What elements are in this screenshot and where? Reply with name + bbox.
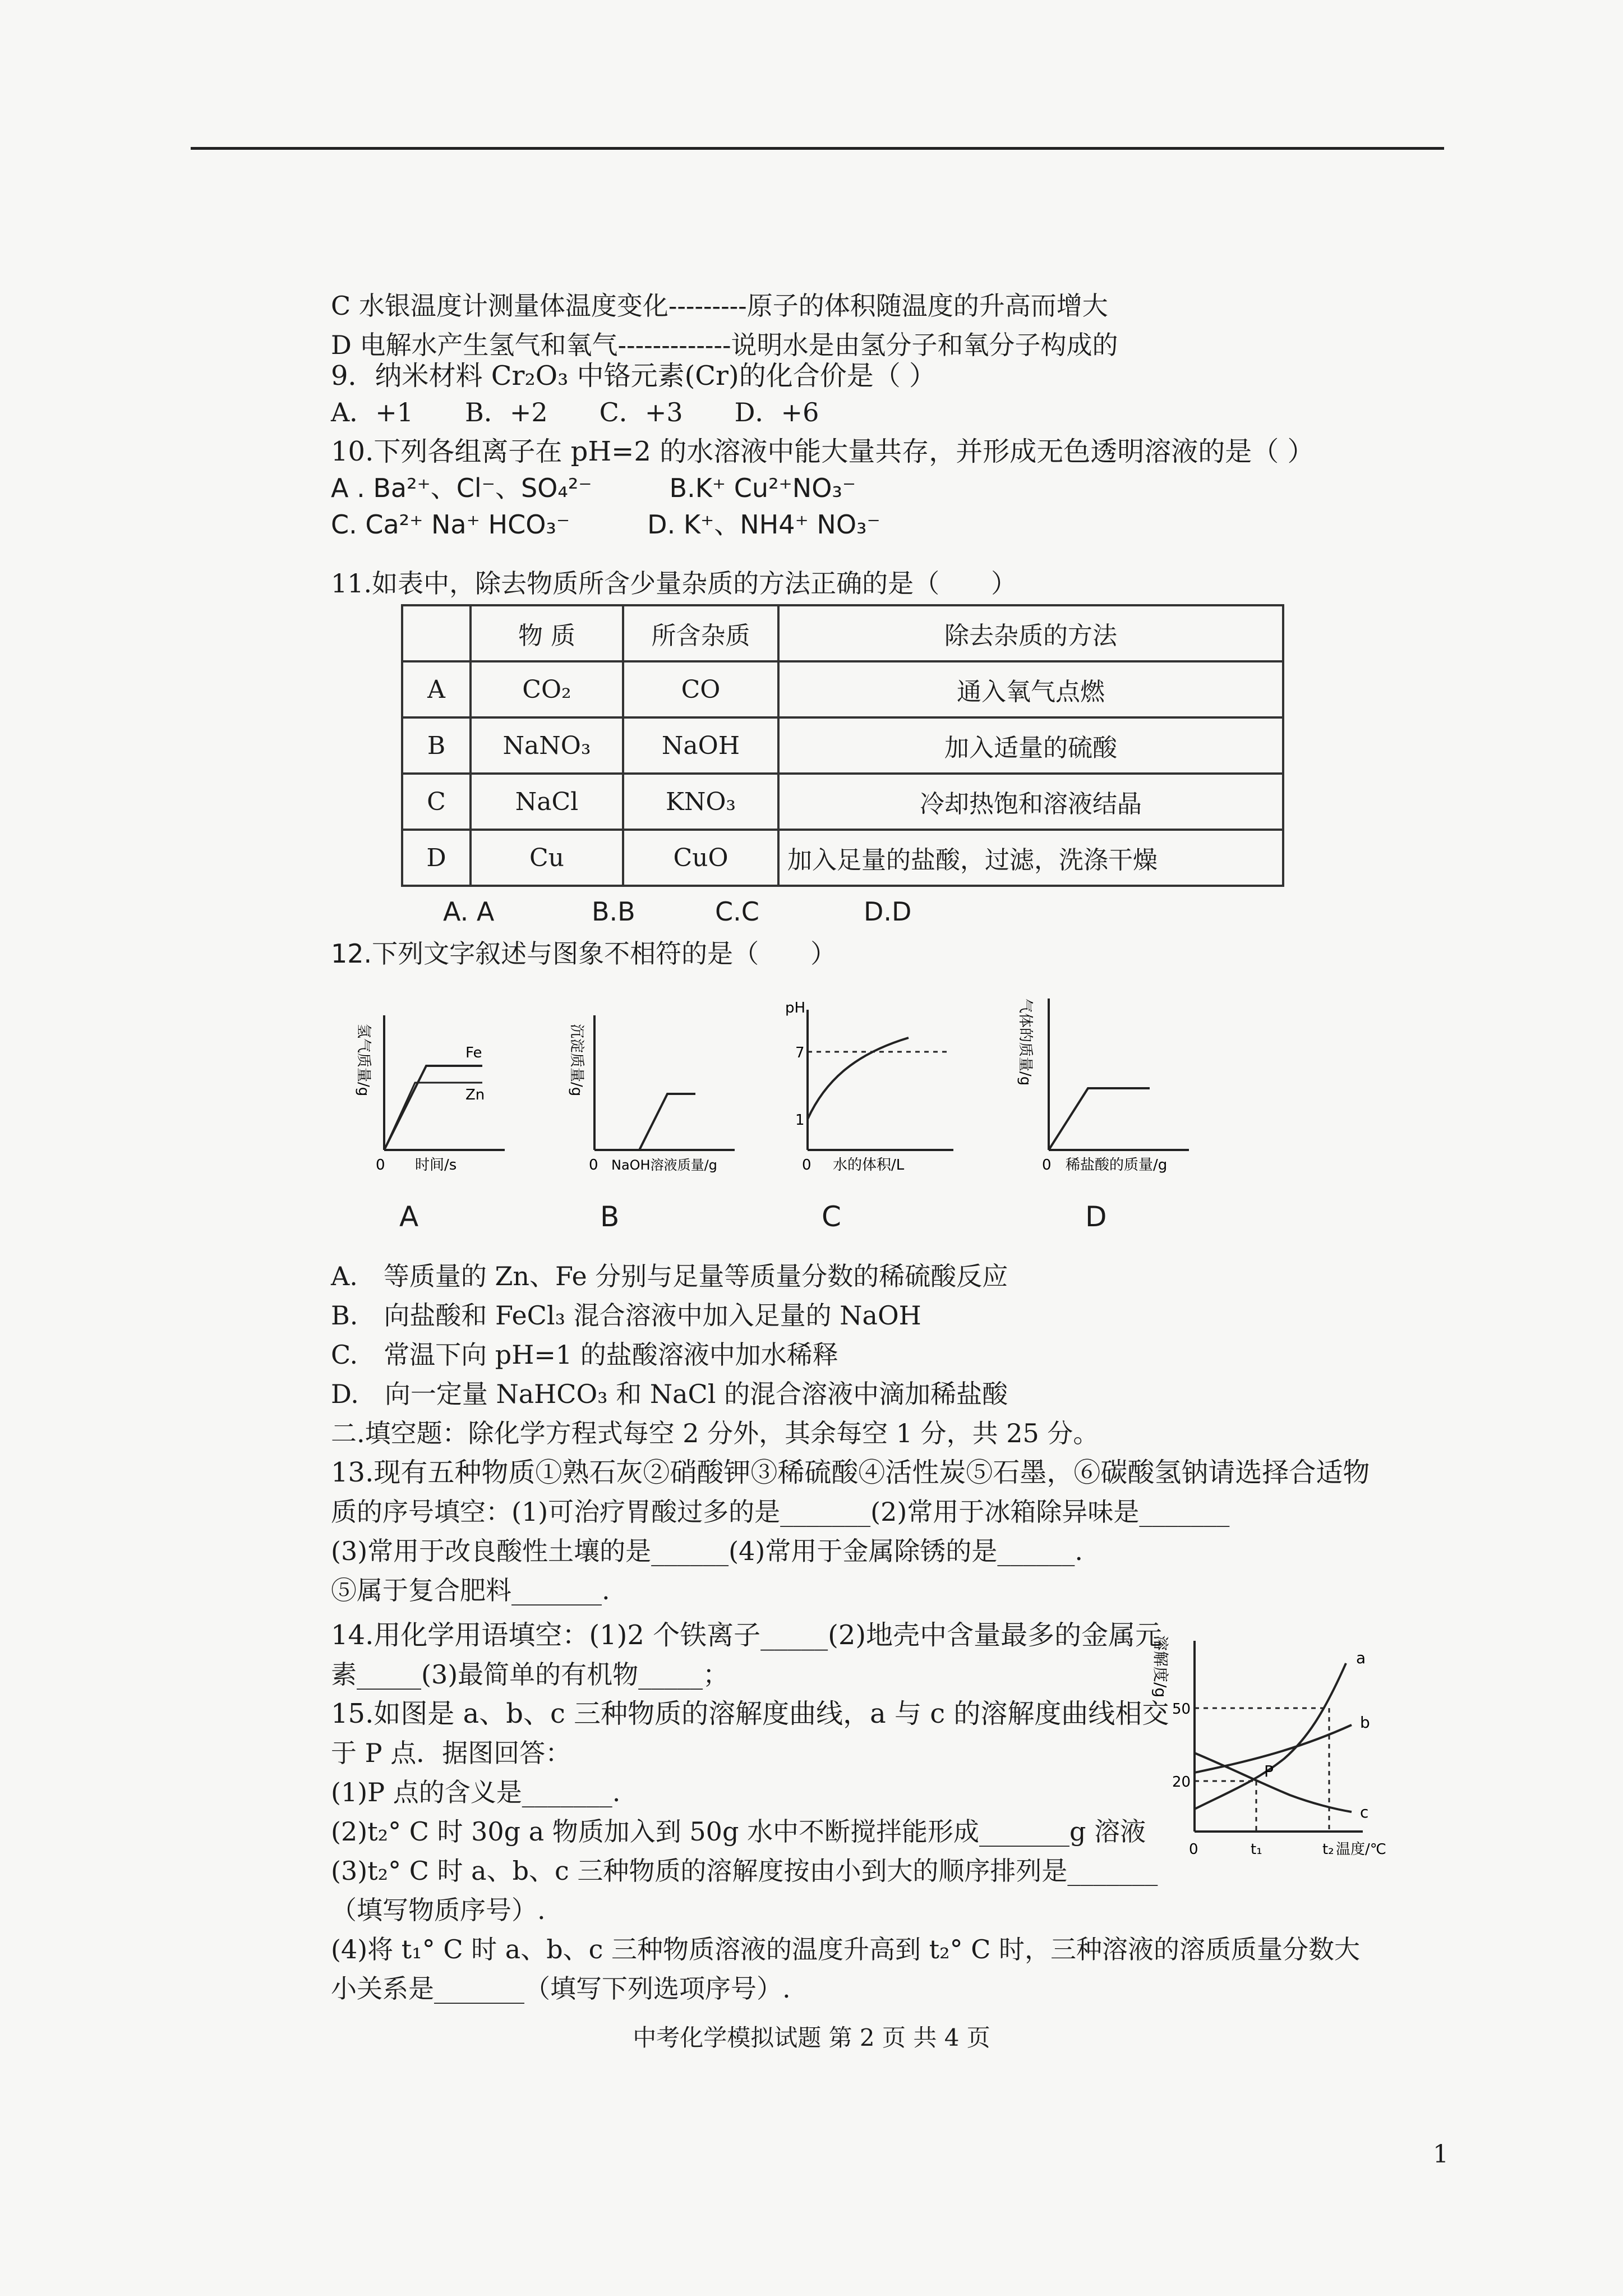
q11-option-b: B.B — [592, 896, 635, 927]
solubility-ylabel: 溶解度/g — [1151, 1635, 1170, 1698]
question-10-options-ab: A . Ba²⁺、Cl⁻、SO₄²⁻ B.K⁺ Cu²⁺NO₃⁻ — [331, 473, 856, 503]
page-footer: 中考化学模拟试题 第 2 页 共 4 页 — [633, 2024, 990, 2051]
graph-a-origin: 0 — [376, 1157, 385, 1174]
graph-d-letter: D — [1085, 1200, 1107, 1233]
question-15-line7: (4)将 t₁° C 时 a、b、c 三种物质溶液的温度升高到 t₂° C 时，三种溶液的溶质质量分数大 — [331, 1934, 1361, 1964]
table-cell — [402, 605, 471, 661]
table-cell: 加入适量的硫酸 — [778, 717, 1283, 774]
question-9-options: A．+1 B．+2 C．+3 D．+6 — [331, 397, 819, 427]
option-d-text: D 电解水产生氢气和氧气-------------说明水是由氢分子和氧分子构成的 — [331, 330, 1118, 360]
graph-c-ylabel: pH — [785, 1000, 806, 1016]
question-9: 9．纳米材料 Cr₂O₃ 中铬元素(Cr)的化合价是（ ） — [331, 360, 936, 392]
q12-statement-a: A. 等质量的 Zn、Fe 分别与足量等质量分数的稀硫酸反应 — [331, 1261, 1008, 1291]
table-header-row — [402, 605, 1283, 661]
question-14-line1: 14.用化学用语填空：(1)2 个铁离子_____(2)地壳中含量最多的金属元 — [331, 1619, 1163, 1651]
impurity-table — [401, 604, 1284, 887]
graph-b-curve — [594, 1094, 695, 1150]
graph-a-fe-label: Fe — [465, 1045, 482, 1061]
question-15-line4: (2)t₂° C 时 30g a 物质加入到 50g 水中不断搅拌能形成_______g 溶液 — [331, 1816, 1146, 1847]
graph-a-ylabel: 氢气质量/g — [355, 1024, 372, 1097]
table-cell: 所含杂质 — [623, 605, 778, 661]
option-c-text: C 水银温度计测量体温度变化---------原子的体积随温度的升高而增大 — [331, 291, 1108, 321]
table-cell: A — [402, 661, 471, 717]
q12-statement-c: C. 常温下向 pH=1 的盐酸溶液中加水稀释 — [331, 1340, 838, 1370]
solubility-graph — [1144, 1624, 1391, 1876]
solubility-xlabel: 温度/℃ — [1336, 1841, 1386, 1858]
table-row — [402, 830, 1283, 886]
table-cell: 物 质 — [471, 605, 623, 661]
q12-statement-b: B. 向盐酸和 FeCl₃ 混合溶液中加入足量的 NaOH — [331, 1300, 921, 1331]
question-11: 11.如表中，除去物质所含少量杂质的方法正确的是（ ） — [331, 568, 1017, 599]
graph-b-xlabel: NaOH溶液质量/g — [611, 1157, 717, 1173]
question-10: 10.下列各组离子在 pH=2 的水溶液中能大量共存，并形成无色透明溶液的是（ ） — [331, 436, 1315, 467]
question-14-line2: 素_____(3)最简单的有机物_____； — [331, 1659, 729, 1690]
table-cell: 除去杂质的方法 — [778, 605, 1283, 661]
q11-option-a: A. A — [443, 896, 495, 927]
solubility-tick-t2: t₂ — [1322, 1841, 1334, 1858]
solubility-label-b: b — [1360, 1713, 1370, 1732]
question-15-line5: (3)t₂° C 时 a、b、c 三种物质的溶解度按由小到大的顺序排列是_______ — [331, 1856, 1158, 1886]
question-15-line6: （填写物质序号）. — [331, 1895, 546, 1925]
table-cell: C — [402, 774, 471, 830]
solubility-tick-t1: t₁ — [1251, 1841, 1262, 1858]
table-cell: 冷却热饱和溶液结晶 — [778, 774, 1283, 830]
table-row — [402, 661, 1283, 717]
q11-option-c: C.C — [715, 896, 759, 927]
graph-d-origin: 0 — [1042, 1157, 1052, 1174]
graph-b-letter: B — [600, 1200, 620, 1233]
solubility-origin: 0 — [1189, 1841, 1198, 1858]
question-15-line1: 15.如图是 a、b、c 三种物质的溶解度曲线，a 与 c 的溶解度曲线相交 — [331, 1698, 1169, 1729]
graph-c — [780, 999, 965, 1178]
question-12: 12.下列文字叙述与图象不相符的是（ ） — [331, 938, 837, 969]
question-15-line2: 于 P 点．据图回答： — [331, 1738, 571, 1768]
table-cell: B — [402, 717, 471, 774]
table-cell: 加入足量的盐酸，过滤，洗涤干燥 — [778, 830, 1283, 886]
graph-c-tick-1: 1 — [795, 1112, 805, 1129]
table-cell: CO — [623, 661, 778, 717]
question-13-line2: 质的序号填空：(1)可治疗胃酸过多的是_______(2)常用于冰箱除异味是_______ — [331, 1497, 1230, 1527]
graph-a-letter: A — [399, 1200, 419, 1233]
page-number: 1 — [1433, 2140, 1449, 2169]
solubility-label-c: c — [1360, 1803, 1369, 1821]
q12-statement-d: D. 向一定量 NaHCO₃ 和 NaCl 的混合溶液中滴加稀盐酸 — [331, 1379, 1008, 1409]
graph-c-letter: C — [822, 1200, 841, 1233]
table-cell: Cu — [471, 830, 623, 886]
q11-option-d: D.D — [864, 896, 912, 927]
graph-a — [353, 999, 522, 1178]
table-cell: NaCl — [471, 774, 623, 830]
table-cell: KNO₃ — [623, 774, 778, 830]
question-13-line1: 13.现有五种物质①熟石灰②硝酸钾③稀硫酸④活性炭⑤石墨，⑥碳酸氢钠请选择合适物 — [331, 1457, 1370, 1488]
table-cell: CO₂ — [471, 661, 623, 717]
table-cell: D — [402, 830, 471, 886]
question-10-options-cd: C. Ca²⁺ Na⁺ HCO₃⁻ D. K⁺、NH4⁺ NO₃⁻ — [331, 509, 880, 540]
question-15-line3: (1)P 点的含义是_______. — [331, 1777, 621, 1807]
graph-a-zn-label: Zn — [465, 1087, 485, 1103]
question-13-line4: ⑤属于复合肥料_______. — [331, 1575, 610, 1605]
solubility-point-p: P — [1264, 1762, 1274, 1780]
graph-d-ylabel: 气体的质量/g — [1017, 999, 1034, 1086]
question-15-line8: 小关系是_______（填写下列选项序号）. — [331, 1973, 791, 2004]
table-cell: NaNO₃ — [471, 717, 623, 774]
graph-b-origin: 0 — [589, 1157, 598, 1174]
graph-a-fe-curve — [384, 1066, 482, 1150]
graph-c-xlabel: 水的体积/L — [833, 1157, 905, 1174]
graph-d — [1015, 987, 1206, 1178]
solubility-label-a: a — [1356, 1649, 1366, 1667]
graph-d-xlabel: 稀盐酸的质量/g — [1066, 1157, 1168, 1174]
graph-c-curve — [808, 1038, 909, 1119]
table-cell: CuO — [623, 830, 778, 886]
graph-c-tick-7: 7 — [795, 1045, 805, 1061]
graph-d-curve — [1049, 1088, 1150, 1150]
table-row — [402, 774, 1283, 830]
solubility-tick-50: 50 — [1172, 1701, 1191, 1718]
graph-c-origin: 0 — [802, 1157, 811, 1174]
graph-b-ylabel: 沉淀质量/g — [568, 1024, 585, 1097]
header-rule — [191, 147, 1444, 150]
solubility-tick-20: 20 — [1172, 1774, 1191, 1791]
question-13-line3: (3)常用于改良酸性土壤的是______(4)常用于金属除锈的是______. — [331, 1536, 1083, 1566]
table-cell: 通入氧气点燃 — [778, 661, 1283, 717]
table-row — [402, 717, 1283, 774]
section-2-heading: 二.填空题：除化学方程式每空 2 分外，其余每空 1 分，共 25 分。 — [331, 1418, 1099, 1448]
graph-a-xlabel: 时间/s — [415, 1157, 457, 1174]
graph-b — [566, 1010, 751, 1178]
table-cell: NaOH — [623, 717, 778, 774]
